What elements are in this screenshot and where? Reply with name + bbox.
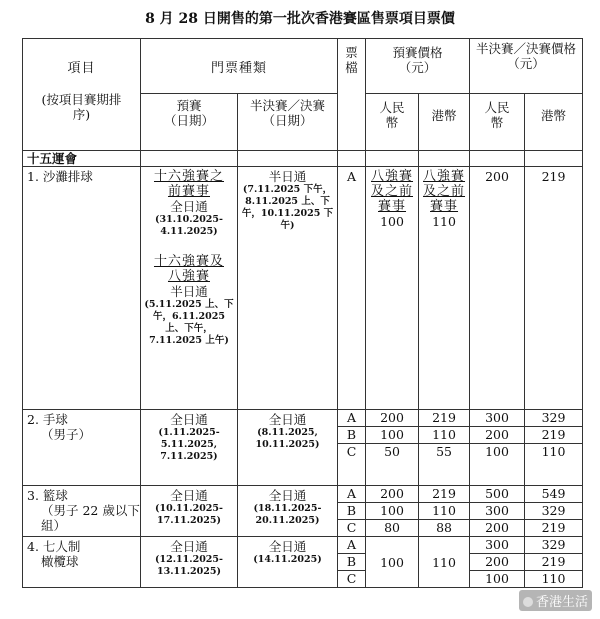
beach-p1-dates: (31.10.2025-4.11.2025) — [155, 214, 223, 237]
header-semi-price: 半決賽／決賽價格 （元） — [470, 39, 583, 94]
table-row: C 80 88 200 219 — [23, 520, 583, 537]
ticket-price-table — [22, 38, 583, 588]
beach-s-dates: (7.11.2025 下午，8.11.2025 上、下午，10.11.2025 下午) — [241, 184, 334, 231]
table-row: B 200 219 — [23, 554, 583, 571]
item-basketball: 3. 籃球 （男子 22 歲以下組） — [23, 486, 141, 537]
header-hkd: 港幣 — [419, 94, 470, 151]
table-row: 1. 沙灘排球 十六強賽之前賽事 全日通 (31.10.2025-4.11.2025) 十六強賽及八強賽 半日通 (5.11.2025 上、下午，6.11.2025 上、下午，7.11.2025 上午) 半日通 (7.11.2025 下午，8.11.2025 上、下午，10.11.2025 下午) A 八強賽及之前賽事 100 八強賽及之前賽事 110 200 219 — [23, 167, 583, 410]
table-row: B 100 110 200 219 — [23, 427, 583, 444]
watermark: 香港生活 — [519, 590, 592, 611]
header-item-sub: (按項目賽期排序) — [41, 92, 122, 122]
watermark-logo-icon — [523, 597, 533, 607]
item-handball: 2. 手球 （男子） — [23, 410, 141, 486]
header-ticket-type: 門票種類 — [141, 39, 338, 94]
table-row: C 100 110 — [23, 571, 583, 588]
table-row: 4. 七人制 橄欖球 全日通 (12.11.2025-13.11.2025) 全日通 (14.11.2025) A 100 110 300 329 — [23, 537, 583, 554]
table-row: 3. 籃球 （男子 22 歲以下組） 全日通 (10.11.2025-17.11.2025) 全日通 (18.11.2025-20.11.2025) A 200 219 500 549 — [23, 486, 583, 503]
section-label: 十五運會 — [23, 151, 141, 167]
header-item: 項目 (按項目賽期排序) — [23, 39, 141, 151]
table-row: 2. 手球 （男子） 全日通 (1.11.2025-5.11.2025, 7.11.2025) 全日通 (8.11.2025, 10.11.2025) A 200 219 300 329 — [23, 410, 583, 427]
item-beach-volleyball: 1. 沙灘排球 — [23, 167, 141, 410]
table-row: B 100 110 300 329 — [23, 503, 583, 520]
beach-p1-head: 十六強賽之前賽事 — [153, 169, 224, 199]
item-rugby-sevens: 4. 七人制 橄欖球 — [23, 537, 141, 588]
table-row: C 50 55 100 110 — [23, 444, 583, 486]
header-rmb: 人民幣 — [366, 94, 419, 151]
beach-p2-dates: (5.11.2025 上、下午，6.11.2025 上、下午，7.11.2025 上午) — [144, 299, 234, 346]
header-prelim-price: 預賽價格 （元） — [366, 39, 470, 94]
header-hkd-2: 港幣 — [525, 94, 583, 151]
beach-p2-head: 十六強賽及八強賽 — [153, 254, 224, 284]
header-grade: 票檔 — [338, 39, 366, 151]
header-prelim: 預賽 （日期） — [141, 94, 238, 151]
page-title: 8 月 28 日開售的第一批次香港賽區售票項目票價 — [145, 11, 455, 27]
header-semifinal: 半決賽／決賽 （日期） — [238, 94, 338, 151]
header-rmb-2: 人民幣 — [470, 94, 525, 151]
